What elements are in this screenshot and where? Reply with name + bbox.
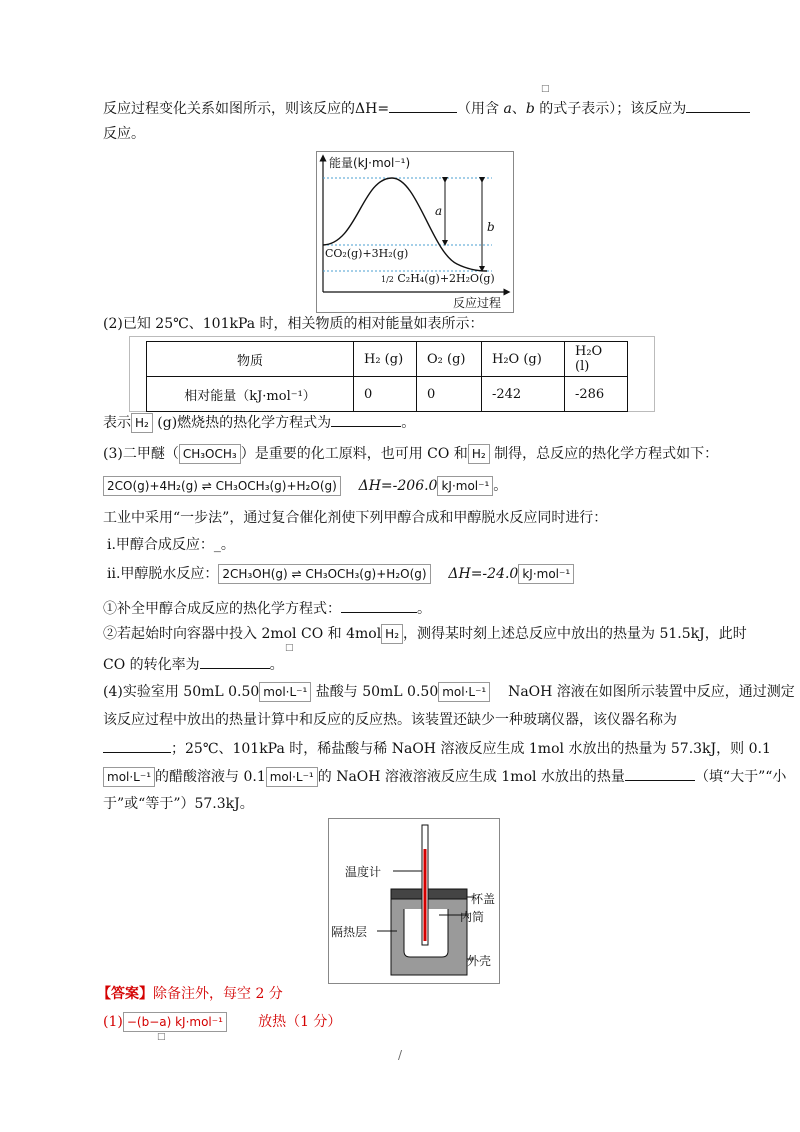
- q4-text: 盐酸与 50mL 0.50: [315, 684, 439, 700]
- q3-text: 。: [493, 478, 508, 494]
- equation-box: 2CH₃OH(g) ⇌ CH₃OCH₃(g)+H₂O(g): [218, 564, 430, 584]
- q3-text: ②若起始时向容器中投入 2mol CO 和 4mol: [103, 626, 382, 642]
- q1-text: 反应过程变化关系如图所示，则该反应的ΔH=: [103, 101, 390, 117]
- q3-text: 。: [417, 601, 431, 617]
- unit-box: kJ·mol⁻¹: [518, 564, 574, 584]
- q3-text: (3)二甲醚（: [103, 446, 179, 462]
- table-cell: -286: [565, 377, 628, 412]
- table-cell: 0: [417, 377, 482, 412]
- q4-text: NaOH 溶液在如图所示装置中反应，通过测定: [508, 684, 795, 700]
- calorimeter-diagram: [328, 818, 500, 984]
- q4-text: (4)实验室用 50mL 0.50: [103, 684, 260, 700]
- q4-line2: 该反应过程中放出的热量计算中和反应的反应热。该装置还缺少一种玻璃仪器，该仪器名称为: [103, 712, 677, 728]
- q1-text-line1: [103, 98, 750, 119]
- q3-text: 。: [269, 657, 284, 673]
- top-mark: □: [541, 84, 550, 94]
- reactant-label: CO₂(g)+3H₂(g): [325, 247, 409, 260]
- table-header-cell: 物质: [147, 342, 354, 377]
- table-header-cell: H₂O (l): [565, 342, 628, 377]
- table-header-cell: H₂O (g): [482, 342, 565, 377]
- table-row-label: 相对能量（kJ·mol⁻¹）: [147, 377, 354, 412]
- mid-mark: □: [285, 643, 294, 653]
- page-footer: /: [398, 1048, 403, 1062]
- table-row: [147, 377, 628, 412]
- relative-energy-table: [146, 341, 628, 412]
- table-cell: -242: [482, 377, 565, 412]
- q1-text: 的式子表示）；该反应为: [539, 101, 687, 117]
- q2-ask: [103, 412, 415, 433]
- q4-text: ；25℃、101kPa 时，稀盐酸与稀 NaOH 溶液反应生成 1mol 水放出的热量为 57.3kJ，则 0.1: [171, 741, 771, 757]
- table-cell: 0: [354, 377, 417, 412]
- formula-box: H₂: [131, 413, 153, 433]
- label-outer: 外壳: [467, 954, 492, 968]
- q4-text: 的醋酸溶液与 0.1: [155, 769, 266, 785]
- var-b: b: [525, 101, 535, 117]
- label-insulation: 隔热层: [331, 925, 368, 939]
- q1-text: （用含: [457, 101, 500, 117]
- table-row: [147, 342, 628, 377]
- unit-box: kJ·mol⁻¹: [437, 476, 493, 496]
- q4-line4: [103, 766, 786, 787]
- q4-text: 的 NaOH 溶液溶液反应生成 1mol 水放出的热量: [317, 769, 625, 785]
- product-label: [381, 272, 495, 285]
- q3-method: 工业中采用“一步法”，通过复合催化剂使下列甲醇合成和甲醇脱水反应同时进行：: [103, 510, 608, 526]
- q2-text: 。: [401, 415, 416, 431]
- unit-box: mol·L⁻¹: [103, 767, 155, 787]
- delta-h: ΔH=-24.0: [448, 566, 519, 582]
- answer-label: 【答案】: [97, 986, 153, 1002]
- q3-text: CO 的转化率为: [103, 657, 200, 673]
- q1-text: 、: [511, 101, 526, 117]
- label-inner: 内筒: [460, 910, 485, 924]
- q3-text: 制得，总反应的热化学方程式如下：: [494, 446, 719, 462]
- q2-text: (g)燃烧热的热化学方程式为: [157, 415, 332, 431]
- answer-blank: [103, 738, 171, 753]
- q4-line3: [103, 738, 771, 759]
- answer-blank: [341, 598, 417, 613]
- product-formula: C₂H₄(g)+2H₂O(g): [397, 272, 495, 285]
- q3-text: ，测得某时刻上述总反应中放出的热量为 51.5kJ，此时: [403, 626, 747, 642]
- q3-sub2: [103, 624, 747, 644]
- q3-sub1: [103, 598, 431, 619]
- answer-text: 放热（1 分）: [258, 1014, 342, 1030]
- q2-text: 表示: [103, 415, 131, 431]
- answer-1: [103, 1012, 341, 1032]
- energy-diagram-svg: [317, 152, 513, 312]
- cup-lid: [391, 889, 467, 899]
- y-axis-label: 能量(kJ·mol⁻¹): [329, 156, 411, 170]
- answer-blank: [200, 654, 270, 669]
- q3-reaction-ii: [107, 564, 574, 584]
- half-coefficient: 1/2: [381, 275, 394, 284]
- answer-blank: [686, 98, 750, 113]
- answer-blank: [331, 412, 401, 427]
- q3-text: ①补全甲醇合成反应的热化学方程式：: [103, 601, 341, 617]
- bottom-mark: □: [157, 1032, 166, 1042]
- q4-line5: 于”或“等于”）57.3kJ。: [103, 796, 254, 812]
- table-header-cell: H₂ (g): [354, 342, 417, 377]
- unit-box: mol·L⁻¹: [259, 682, 311, 702]
- energy-diagram: [316, 151, 514, 313]
- answer-note: 除备注外，每空 2 分: [153, 986, 283, 1002]
- unit-box: mol·L⁻¹: [438, 682, 490, 702]
- q3-text: ）是重要的化工原料，也可用 CO 和: [240, 446, 468, 462]
- q1-text-line2: 反应。: [103, 126, 145, 142]
- label-lid: 杯盖: [471, 892, 496, 906]
- unit-box: mol·L⁻¹: [266, 767, 318, 787]
- formula-box: CH₃OCH₃: [179, 444, 241, 464]
- q3-total-equation: [103, 476, 507, 496]
- answer-header: [97, 984, 283, 1004]
- q3-line1: [103, 444, 718, 464]
- formula-box: H₂: [381, 624, 403, 644]
- answer-formula-box: −(b−a) kJ·mol⁻¹: [123, 1012, 227, 1032]
- label-a: a: [435, 204, 443, 218]
- q3-sub2-line2: [103, 654, 284, 675]
- q4-text: （填“大于”“小: [694, 769, 787, 785]
- table-header-cell: O₂ (g): [417, 342, 482, 377]
- answer-blank: [389, 98, 457, 113]
- q2-intro: (2)已知 25℃、101kPa 时，相关物质的相对能量如表所示：: [103, 316, 484, 332]
- q3-text: ⅱ.甲醇脱水反应：: [107, 566, 219, 582]
- x-axis-label: 反应过程: [453, 296, 502, 310]
- formula-box: H₂: [468, 444, 490, 464]
- var-a: a: [503, 101, 512, 117]
- label-b: b: [487, 220, 495, 234]
- answer-text: (1): [103, 1014, 123, 1030]
- answer-blank: [625, 766, 695, 781]
- q3-reaction-i: ⅰ.甲醇合成反应：_。: [107, 537, 235, 553]
- delta-h: ΔH=-206.0: [358, 478, 438, 494]
- equation-box: 2CO(g)+4H₂(g) ⇌ CH₃OCH₃(g)+H₂O(g): [103, 476, 341, 496]
- q4-line1: [103, 682, 795, 702]
- label-thermometer: 温度计: [345, 865, 382, 879]
